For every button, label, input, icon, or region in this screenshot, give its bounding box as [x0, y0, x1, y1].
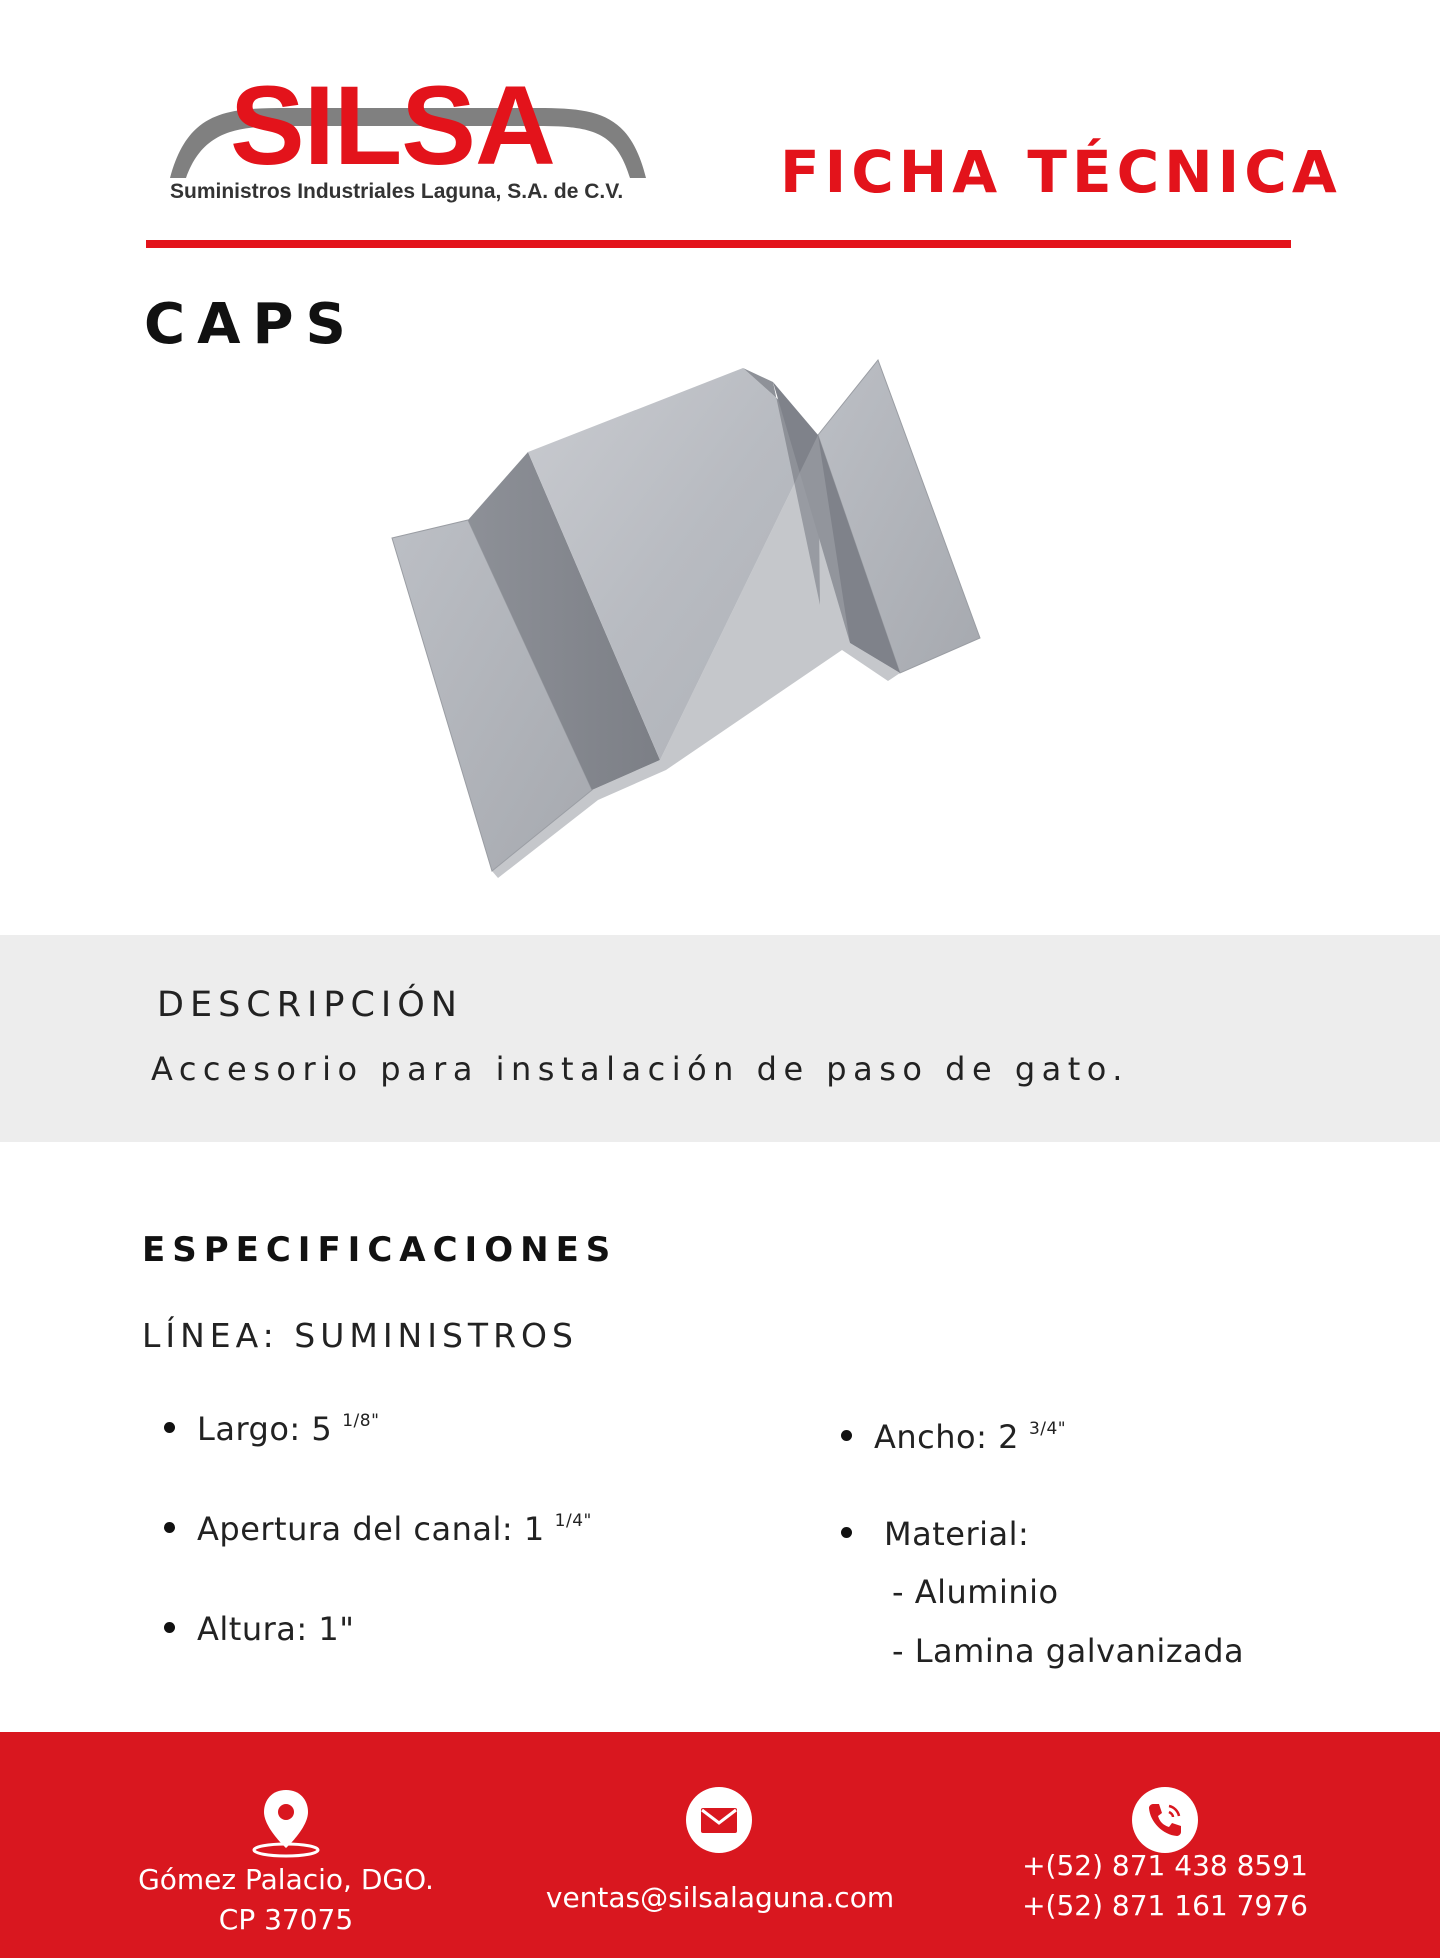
spec-altura-label: Altura: 1" [197, 1610, 355, 1648]
spec-material-label: Material: [884, 1515, 1030, 1553]
product-name: CAPS [144, 292, 358, 357]
spec-ancho-label: Ancho: 2 [874, 1418, 1019, 1456]
spec-altura [164, 1610, 354, 1648]
footer-email[interactable]: ventas@silsalaguna.com [545, 1881, 895, 1914]
bullet-icon [164, 1522, 175, 1533]
logo-wordmark: SILSA [230, 63, 555, 188]
footer [0, 1732, 1440, 1958]
address-line-1: Gómez Palacio, DGO. [138, 1863, 434, 1896]
material-option: - Aluminio [892, 1573, 1059, 1611]
spec-largo-label: Largo: 5 [197, 1410, 333, 1448]
phone-line-1[interactable]: +(52) 871 438 8591 [1022, 1849, 1308, 1882]
description-heading: DESCRIPCIÓN [157, 985, 463, 1025]
spec-apertura [164, 1510, 592, 1548]
metal-channel-cap-image [380, 350, 1070, 880]
envelope-icon[interactable] [685, 1786, 753, 1854]
line-label: LÍNEA: SUMINISTROS [142, 1316, 578, 1355]
spec-apertura-label: Apertura del canal: 1 [197, 1510, 545, 1548]
spec-apertura-fraction: 1/4" [554, 1511, 592, 1531]
spec-ancho-fraction: 3/4" [1028, 1419, 1067, 1439]
footer-phones [1000, 1846, 1330, 1926]
phone-line-2[interactable]: +(52) 871 161 7976 [1022, 1889, 1308, 1922]
bullet-icon [841, 1430, 852, 1441]
document-title: FICHA TÉCNICA [780, 138, 1342, 206]
bullet-icon [164, 1622, 175, 1633]
specifications-heading: ESPECIFICACIONES [142, 1230, 618, 1270]
location-pin-icon [248, 1784, 324, 1860]
header-divider [146, 240, 1291, 248]
description-section [0, 935, 1440, 1142]
brand-logo [168, 63, 658, 210]
spec-largo [164, 1410, 379, 1448]
spec-material [841, 1515, 1029, 1553]
bullet-icon [164, 1422, 175, 1433]
spec-ancho [841, 1418, 1066, 1456]
material-option: - Lamina galvanizada [892, 1632, 1245, 1670]
description-text: Accesorio para instalación de paso de gato. [151, 1050, 1129, 1088]
logo-subtitle: Suministros Industriales Laguna, S.A. de C.V. [170, 180, 624, 203]
product-image [380, 350, 1070, 880]
bullet-icon [841, 1527, 852, 1538]
footer-address [130, 1860, 442, 1940]
spec-largo-fraction: 1/8" [342, 1411, 380, 1431]
address-line-2: CP 37075 [218, 1903, 354, 1936]
phone-icon[interactable] [1131, 1786, 1199, 1854]
